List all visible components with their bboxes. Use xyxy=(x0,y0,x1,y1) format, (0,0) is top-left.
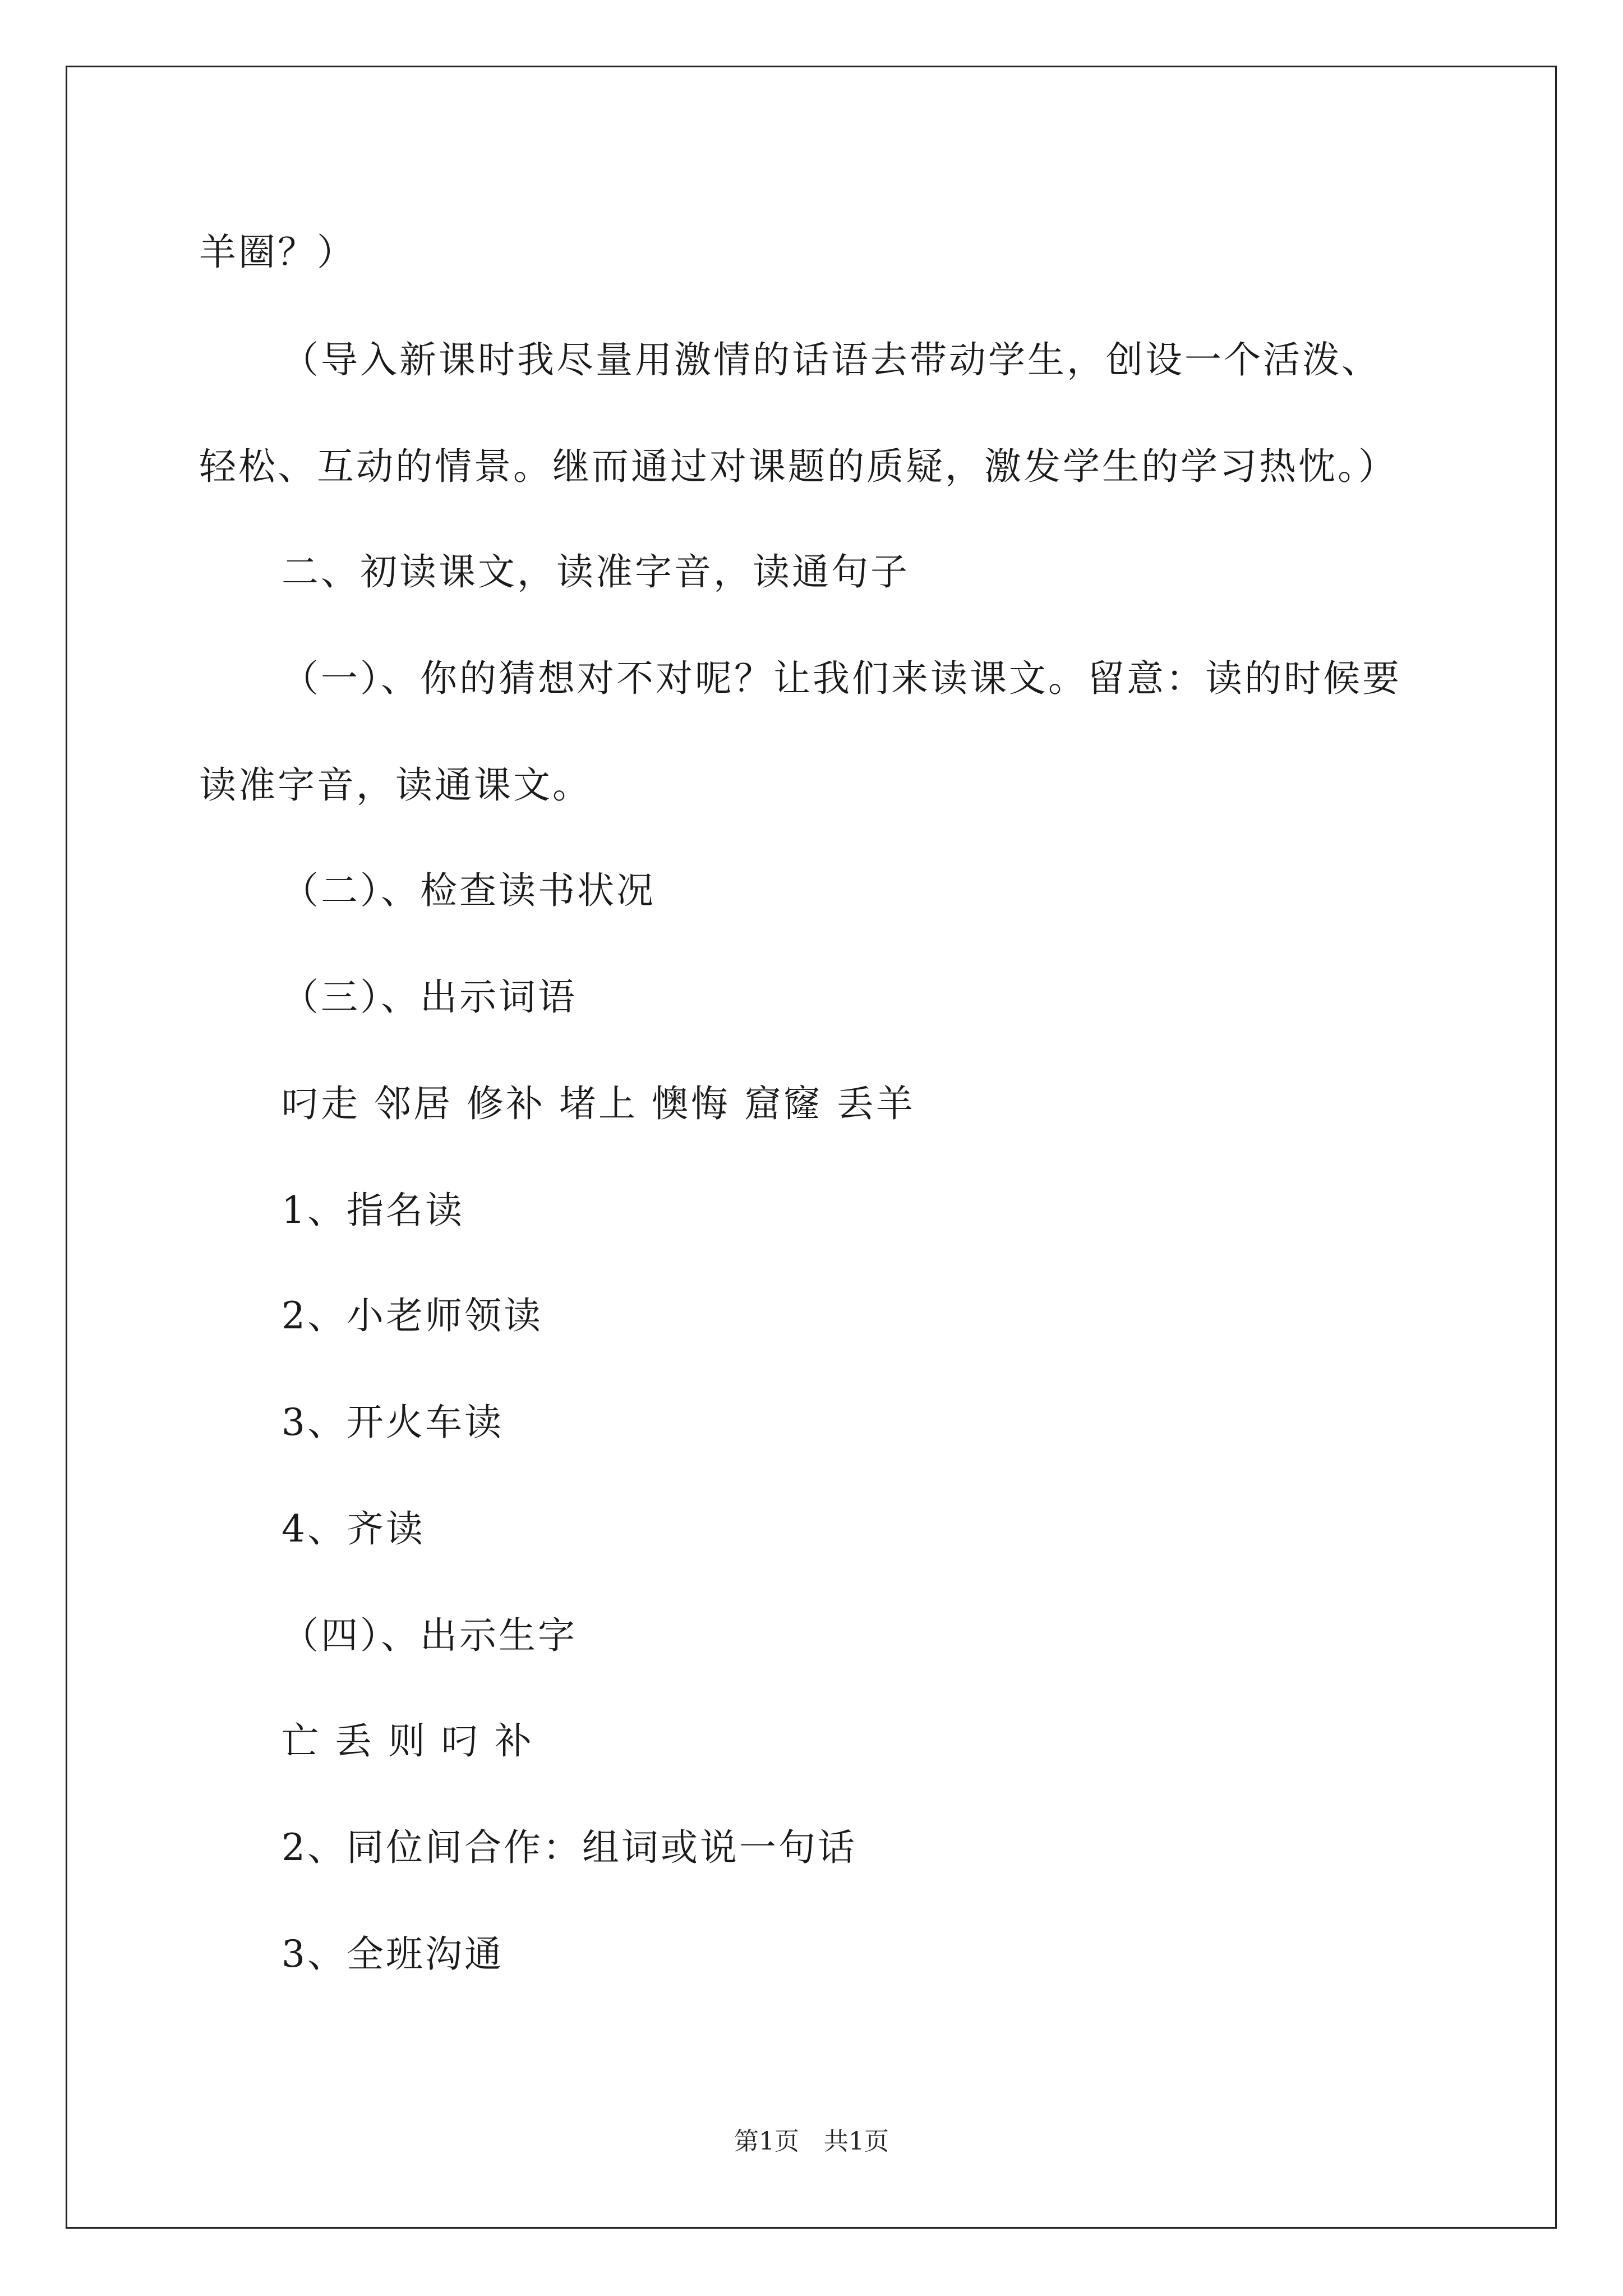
list-item: 3、全班沟通 xyxy=(282,1932,504,1976)
paragraph-line: （导入新课时我尽量用激情的话语去带动学生，创设一个活泼、 xyxy=(282,338,1381,381)
section-heading: 二、初读课文，读准字音，读通句子 xyxy=(282,550,910,593)
subsection-heading: （四）、出示生字 xyxy=(282,1614,577,1657)
paragraph-line: （一）、你的猜想对不对呢？让我们来读课文。留意：读的时候要 xyxy=(282,657,1401,700)
page-border xyxy=(66,66,1557,2229)
page-number-footer: 第1页 共1页 xyxy=(734,2127,889,2156)
list-item: 4、齐读 xyxy=(282,1507,425,1550)
list-item: 2、小老师领读 xyxy=(282,1294,543,1337)
list-item: 2、同位间合作：组词或说一句话 xyxy=(282,1826,857,1869)
character-list: 亡 丢 则 叼 补 xyxy=(282,1719,534,1763)
list-item: 3、开火车读 xyxy=(282,1401,504,1444)
subsection-heading: （二）、检查读书状况 xyxy=(282,869,656,912)
list-item: 1、指名读 xyxy=(282,1189,464,1232)
paragraph-line: 读准字音，读通课文。 xyxy=(199,763,592,807)
paragraph-line: 轻松、互动的情景。继而通过对课题的质疑，激发学生的学习热忱。） xyxy=(199,445,1398,488)
paragraph-line: 羊圈？） xyxy=(199,231,356,274)
vocabulary-list: 叼走 邻居 修补 堵上 懊悔 窟窿 丢羊 xyxy=(282,1082,915,1125)
subsection-heading: （三）、出示词语 xyxy=(282,976,577,1019)
